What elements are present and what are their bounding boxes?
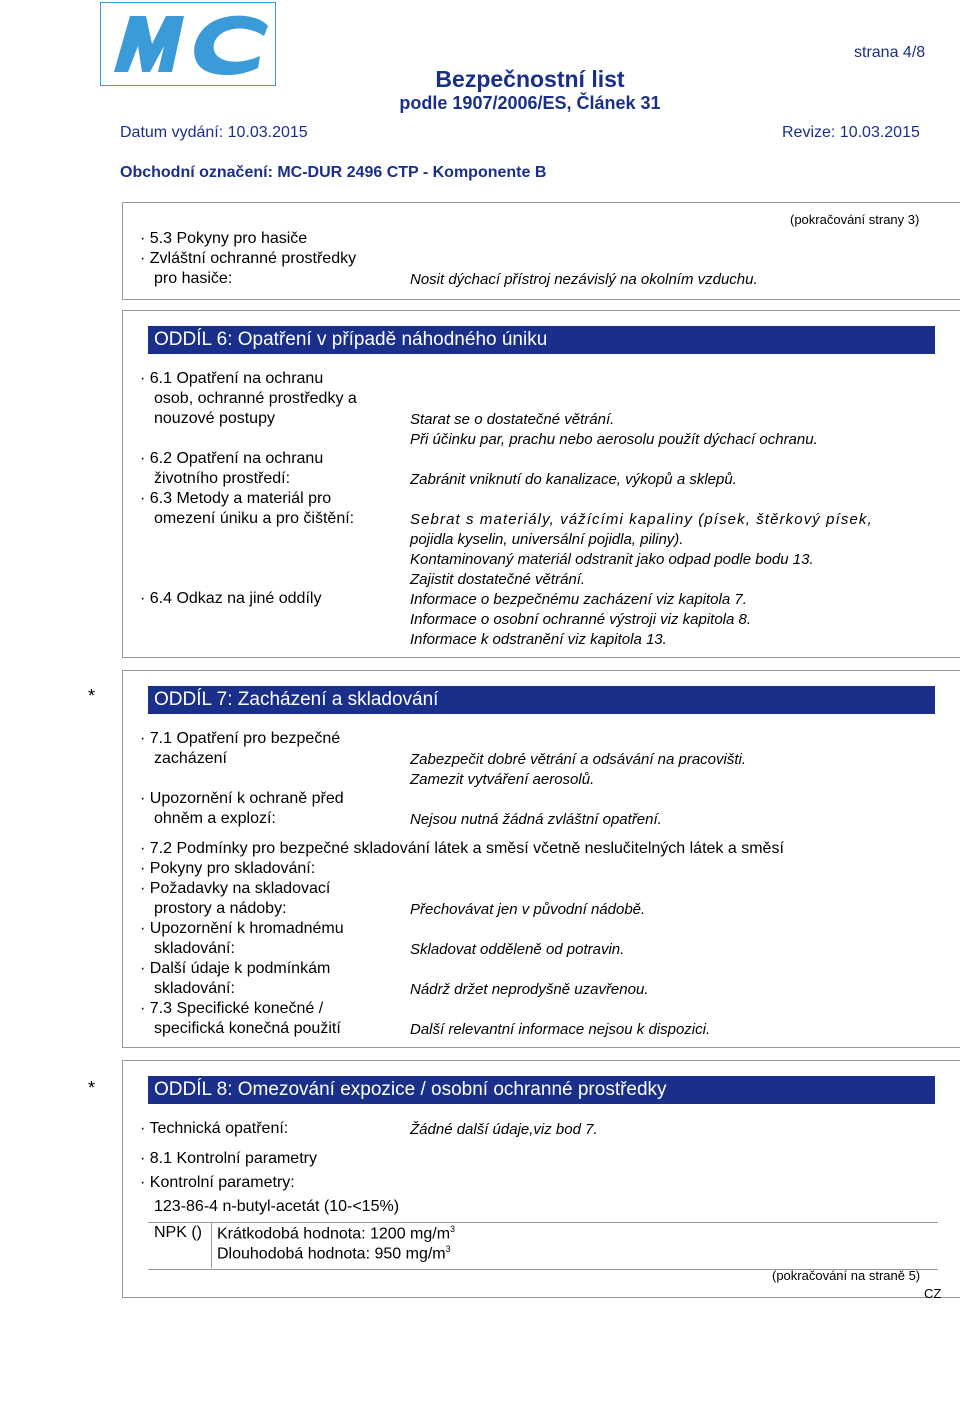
s62-label-b: životního prostředí: [154, 470, 291, 487]
s64-value-c: Informace k odstranění viz kapitola 13. [410, 631, 667, 648]
s61-label-a: · 6.1 Opatření na ochranu [140, 370, 324, 387]
section-7-banner: ODDÍL 7: Zacházení a skladování [148, 686, 935, 714]
storage-label: · Pokyny pro skladování: [140, 860, 316, 877]
bulk-label-a: · Upozornění k hromadnému [140, 920, 344, 937]
s64-label: · 6.4 Odkaz na jiné oddíly [140, 590, 322, 607]
s5-label-b: pro hasiče: [154, 270, 233, 287]
substance-name: 123-86-4 n-butyl-acetát (10-<15%) [154, 1198, 400, 1215]
s61-label-b: osob, ochranné prostředky a [154, 390, 357, 407]
s7-change-marker: * [88, 686, 96, 706]
other-value: Nádrž držet neprodyšně uzavřenou. [410, 981, 649, 998]
npk-short-term: Krátkodobá hodnota: 1200 $mg/m^3$ [217, 1224, 456, 1243]
s61-value-b: Při účinku par, prachu nebo aerosolu použít dýchací ochranu. [410, 431, 818, 448]
document-subtitle: podle 1907/2006/ES, Článek 31 [399, 93, 661, 113]
s5-heading: · 5.3 Pokyny pro hasiče [140, 230, 308, 247]
section-8-banner: ODDÍL 8: Omezování expozice / osobní ochranné prostředky [148, 1076, 935, 1104]
s81-label: · 8.1 Kontrolní parametry [140, 1150, 317, 1167]
s63-value-a: Sebrat s materiály, vážícími kapaliny (písek, štěrkový písek, [410, 511, 873, 528]
s73-label-b: specifická konečná použití [154, 1020, 341, 1037]
document-title: Bezpečnostní list [435, 66, 625, 92]
npk-divider [211, 1222, 212, 1268]
language-code: CZ [924, 1286, 942, 1301]
issue-date: Datum vydání: 10.03.2015 [120, 124, 308, 141]
s8-change-marker: * [88, 1078, 96, 1098]
tech-value: Žádné další údaje,viz bod 7. [410, 1121, 598, 1138]
other-label-a: · Další údaje k podmínkám [140, 960, 331, 977]
s71-label-b: zacházení [154, 750, 227, 767]
s5-value: Nosit dýchací přístroj nezávislý na okolním vzduchu. [410, 271, 758, 288]
s62-label-a: · 6.2 Opatření na ochranu [140, 450, 324, 467]
s62-value: Zabránit vniknutí do kanalizace, výkopů a sklepů. [410, 471, 737, 488]
s73-label-a: · 7.3 Specifické konečné / [140, 1000, 324, 1017]
s71-value-b: Zamezit vytváření aerosolů. [410, 771, 595, 788]
s63-label-b: omezení úniku a pro čištění: [154, 510, 355, 527]
s5-label-a: · Zvláštní ochranné prostředky [140, 250, 357, 267]
tech-label: · Technická opatření: [140, 1120, 289, 1137]
s63-value-b: pojidla kyselin, universální pojidla, piliny). [410, 531, 684, 548]
fire-label-b: ohněm a explozí: [154, 810, 276, 827]
trade-name: Obchodní označení: MC-DUR 2496 CTP - Komponente B [120, 164, 547, 181]
s61-value-a: Starat se o dostatečné větrání. [410, 411, 615, 428]
s61-label-c: nouzové postupy [154, 410, 275, 427]
s63-label-a: · 6.3 Metody a materiál pro [140, 490, 332, 507]
fire-value: Nejsou nutná žádná zvláštní opatření. [410, 811, 662, 828]
bulk-label-b: skladování: [154, 940, 235, 957]
revision-date: Revize: 10.03.2015 [782, 124, 920, 141]
s71-value-a: Zabezpečit dobré větrání a odsávání na pracovišti. [410, 751, 747, 768]
npk-label: NPK () [154, 1224, 202, 1241]
control-params-label: · Kontrolní parametry: [140, 1174, 295, 1191]
s63-value-d: Zajistit dostatečné větrání. [410, 571, 586, 588]
other-label-b: skladování: [154, 980, 235, 997]
bulk-value: Skladovat odděleně od potravin. [410, 941, 625, 958]
s63-value-c: Kontaminovaný materiál odstranit jako odpad podle bodu 13. [410, 551, 814, 568]
mc-logo [100, 2, 276, 86]
s72-label: · 7.2 Podmínky pro bezpečné skladování látek a směsí včetně neslučitelných látek a směsí [140, 840, 784, 857]
requirements-value: Přechovávat jen v původní nádobě. [410, 901, 646, 918]
requirements-label-a: · Požadavky na skladovací [140, 880, 331, 897]
s64-value-b: Informace o osobní ochranné výstroji viz kapitola 8. [410, 611, 752, 628]
s73-value: Další relevantní informace nejsou k dispozici. [410, 1021, 711, 1038]
fire-label-a: · Upozornění k ochraně před [140, 790, 344, 807]
section-6-banner: ODDÍL 6: Opatření v případě náhodného úniku [148, 326, 935, 354]
page-number: strana 4/8 [854, 44, 926, 61]
npk-long-term: Dlouhodobá hodnota: 950 $mg/m^3$ [217, 1244, 451, 1263]
s64-value-a: Informace o bezpečnému zacházení viz kapitola 7. [410, 591, 747, 608]
continued-to: (pokračování na straně 5) [772, 1268, 921, 1283]
continued-from: (pokračování strany 3) [790, 212, 920, 227]
s71-label-a: · 7.1 Opatření pro bezpečné [140, 730, 341, 747]
requirements-label-b: prostory a nádoby: [154, 900, 287, 917]
